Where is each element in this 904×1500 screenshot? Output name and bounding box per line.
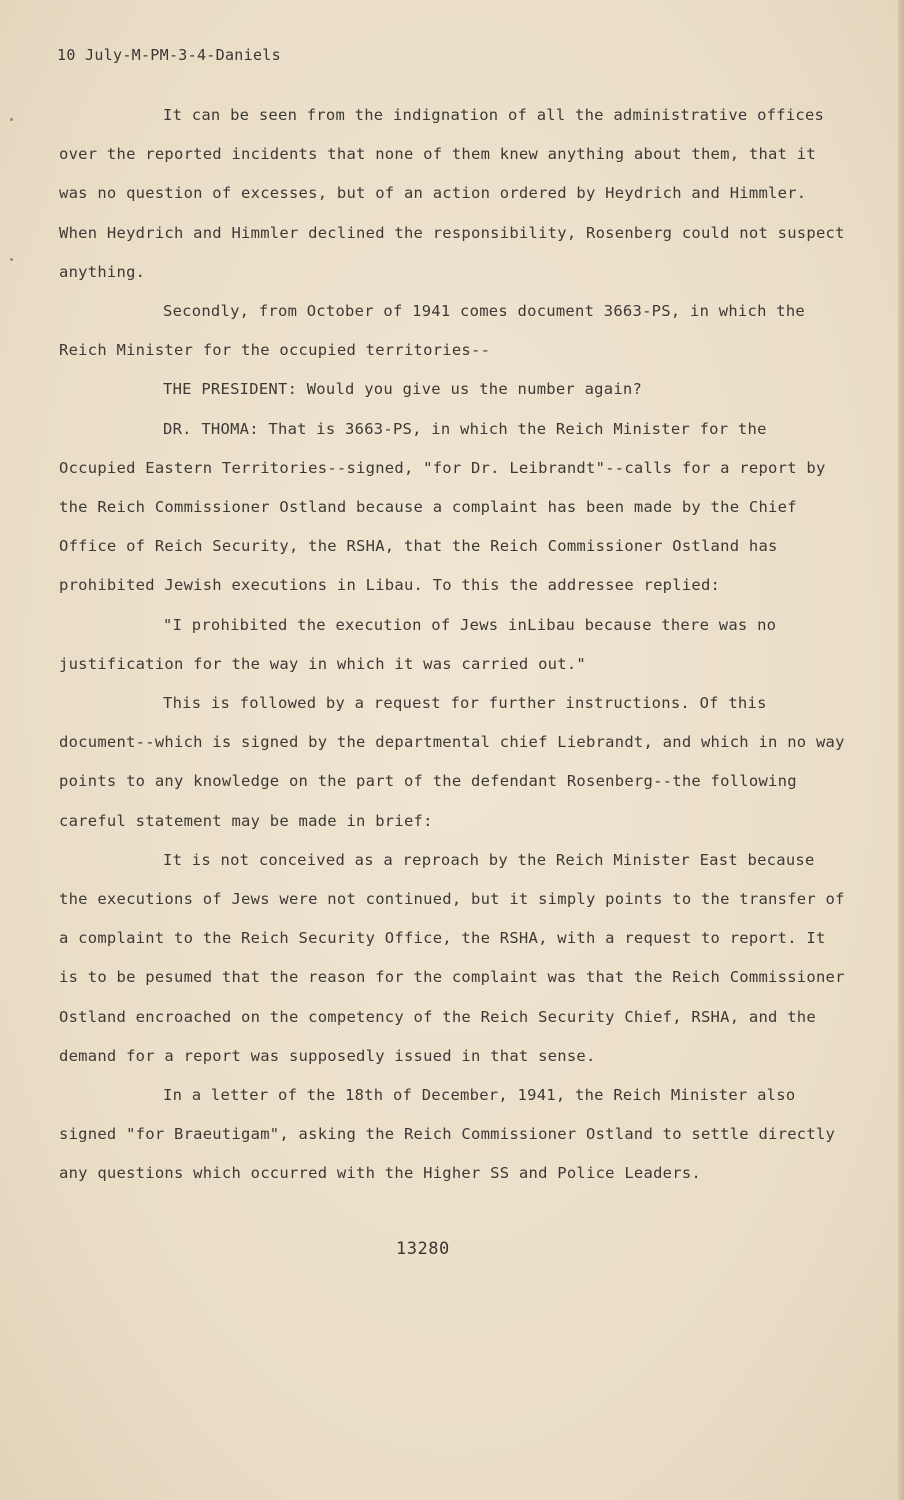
paragraph: In a letter of the 18th of December, 1941, the Reich Minister also signed "for Braeutigam", asking the Reich Commissioner Ostland to settle directly any questions which occurred with the Higher SS and Police Leaders.	[59, 1086, 836, 1183]
paragraph: Secondly, from October of 1941 comes document 3663-PS, in which the Reich Minister for the occupied territories--	[59, 302, 805, 360]
page-header: 10 July-M-PM-3-4-Daniels	[57, 46, 281, 64]
paragraph: DR. THOMA: That is 3663-PS, in which the Reich Minister for the Occupied Eastern Territories--signed, "for Dr. Leibrandt"--calls for a report by the Reich Commissioner Ostland because a complaint has been made by the Chief Office of Reich Security, the RSHA, that the Reich Commissioner Ostland has prohibited Jewish executions in Libau. To this the addressee replied:	[59, 419, 826, 595]
punch-mark	[10, 258, 13, 261]
page-number: 13280	[396, 1239, 450, 1259]
document-body	[59, 96, 849, 1194]
paragraph: This is followed by a request for further instructions. Of this document--which is signed by the departmental chief Liebrandt, and which in no way points to any knowledge on the part of the defendant Rosenberg--the following careful statement may be made in brief:	[59, 694, 845, 830]
paragraph: THE PRESIDENT: Would you give us the number again?	[163, 380, 643, 399]
punch-mark	[10, 118, 13, 121]
page-edge	[898, 0, 904, 1500]
quotation: "I prohibited the execution of Jews inLibau because there was no justification for the way in which it was carried out."	[59, 615, 777, 673]
paragraph: It is not conceived as a reproach by the Reich Minister East because the executions of Jews were not continued, but it simply points to the transfer of a complaint to the Reich Security Office, the RSHA, with a request to report. It is to be pesumed that the reason for the complaint was that the Reich Commissioner Ostland encroached on the competency of the Reich Security Chief, RSHA, and the demand for a report was supposedly issued in that sense.	[59, 850, 845, 1065]
paragraph: It can be seen from the indignation of all the administrative offices over the reported incidents that none of them knew anything about them, that it was no question of excesses, but of an action ordered by Heydrich and Himmler. When Heydrich and Himmler declined the responsibility, Rosenberg could not suspect anything.	[59, 106, 845, 281]
